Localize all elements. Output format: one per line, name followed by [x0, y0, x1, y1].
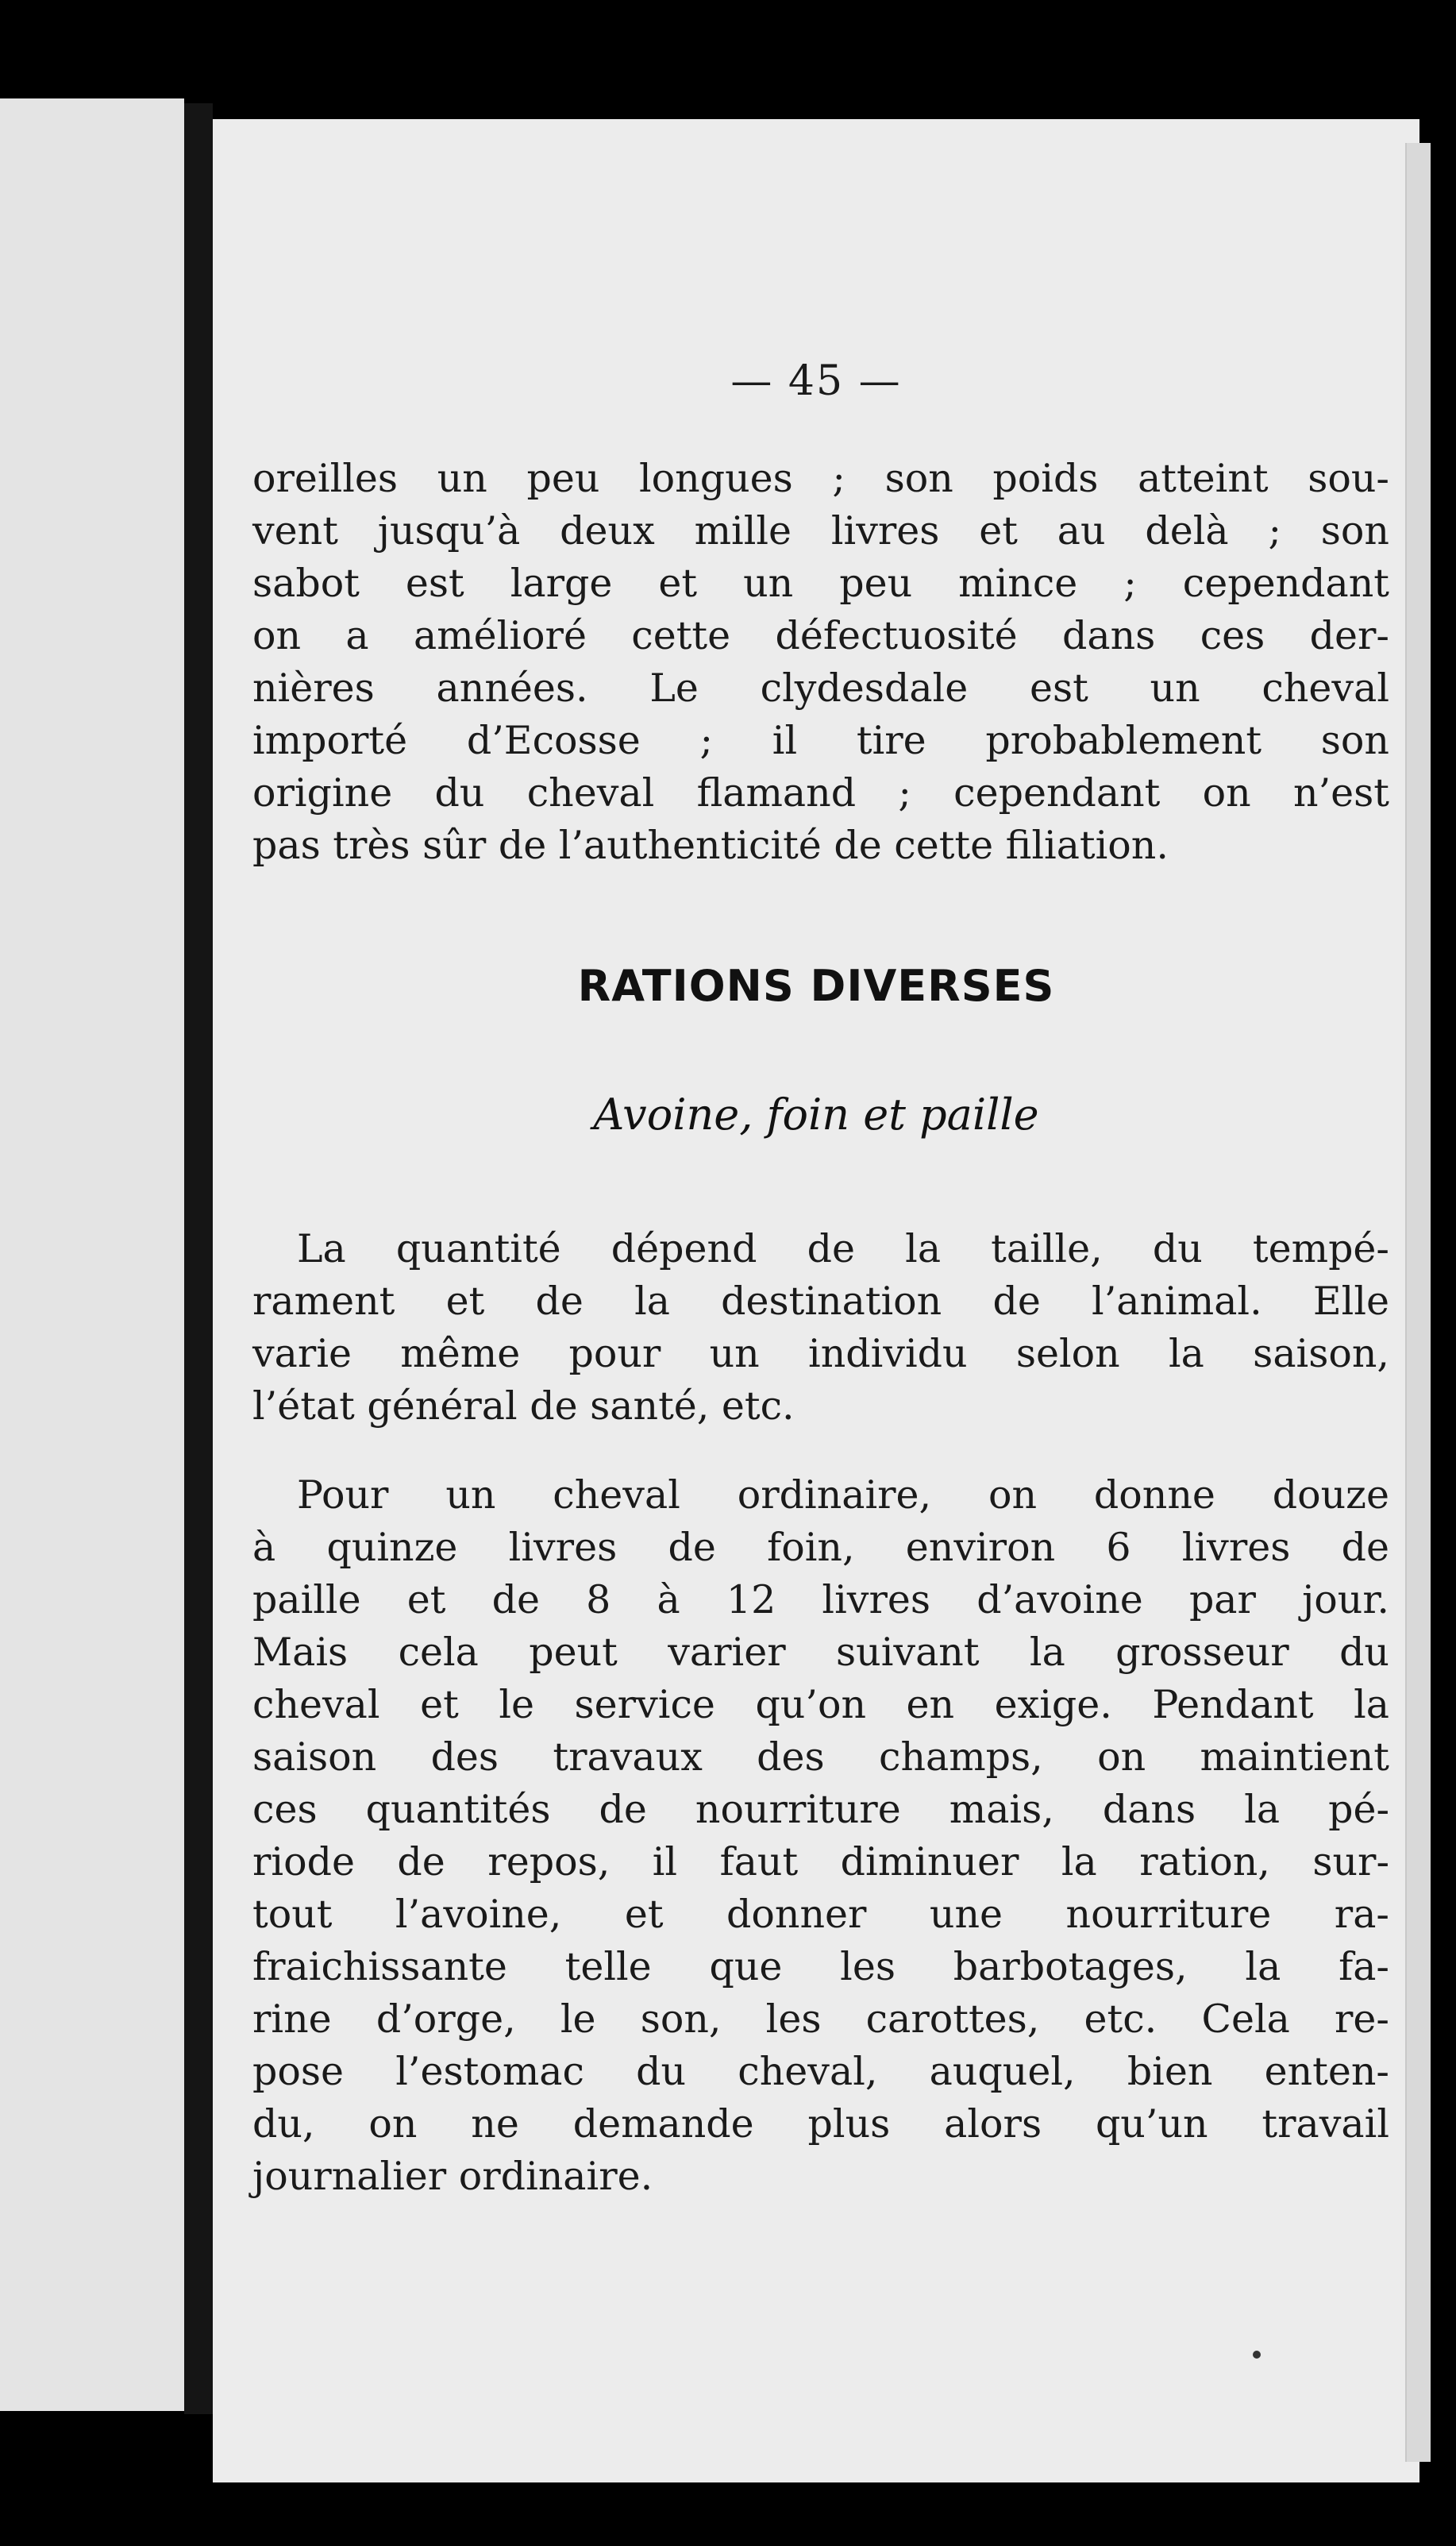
text-line: oreilles un peu longues ; son poids atteint sou-	[252, 456, 1389, 501]
paragraph-3	[252, 1469, 1389, 2211]
text-line: nières années. Le clydesdale est un cheval	[252, 665, 1389, 711]
text-line: Mais cela peut varier suivant la grosseur du	[252, 1630, 1389, 1675]
page-edge	[1405, 143, 1431, 2462]
text-line: vent jusqu’à deux mille livres et au delà ; son	[252, 508, 1389, 554]
text-line: La quantité dépend de la taille, du tempé-	[297, 1226, 1389, 1271]
text-line: du, on ne demande plus alors qu’un travail	[252, 2101, 1389, 2147]
facing-page	[0, 98, 184, 2411]
text-line: pose l’estomac du cheval, auquel, bien enten-	[252, 2049, 1389, 2094]
text-line: l’état général de santé, etc.	[252, 1383, 795, 1429]
text-line: saison des travaux des champs, on maintient	[252, 1734, 1389, 1780]
text-line: rament et de la destination de l’animal. Elle	[252, 1279, 1389, 1324]
page-number: — 45 —	[730, 357, 902, 405]
text-line: journalier ordinaire.	[252, 2154, 653, 2199]
text-line: paille et de 8 à 12 livres d’avoine par jour.	[252, 1577, 1389, 1622]
text-line: importé d’Ecosse ; il tire probablement son	[252, 718, 1389, 763]
paragraph-1	[252, 453, 1389, 880]
book-page	[213, 119, 1419, 2482]
text-line: riode de repos, il faut diminuer la ration, sur-	[252, 1839, 1389, 1884]
text-line: ces quantités de nourriture mais, dans la pé-	[252, 1787, 1389, 1832]
text-line: à quinze livres de foin, environ 6 livres de	[252, 1525, 1389, 1570]
book-spine	[184, 103, 213, 2414]
section-heading: RATIONS DIVERSES	[577, 961, 1055, 1011]
text-line: sabot est large et un peu mince ; cependant	[252, 561, 1389, 606]
text-line: pas très sûr de l’authenticité de cette filiation.	[252, 823, 1169, 868]
text-line: origine du cheval flamand ; cependant on n’est	[252, 770, 1389, 816]
text-line: rine d’orge, le son, les carottes, etc. Cela re-	[252, 1996, 1389, 2042]
text-line: varie même pour un individu selon la saison,	[252, 1331, 1389, 1376]
section-subheading: Avoine, foin et paille	[593, 1090, 1039, 1140]
text-line: cheval et le service qu’on en exige. Pendant la	[252, 1682, 1389, 1727]
text-line: Pour un cheval ordinaire, on donne douze	[297, 1472, 1389, 1518]
text-line: on a amélioré cette défectuosité dans ces der-	[252, 613, 1389, 658]
paragraph	[252, 1223, 1389, 1433]
text-line: tout l’avoine, et donner une nourriture ra-	[252, 1892, 1389, 1937]
paragraph	[252, 1469, 1389, 2203]
dust-speck	[1253, 2351, 1261, 2359]
paragraph-2	[252, 1223, 1389, 1441]
paragraph	[252, 453, 1389, 872]
text-line: fraichissante telle que les barbotages, la fa-	[252, 1944, 1389, 1989]
